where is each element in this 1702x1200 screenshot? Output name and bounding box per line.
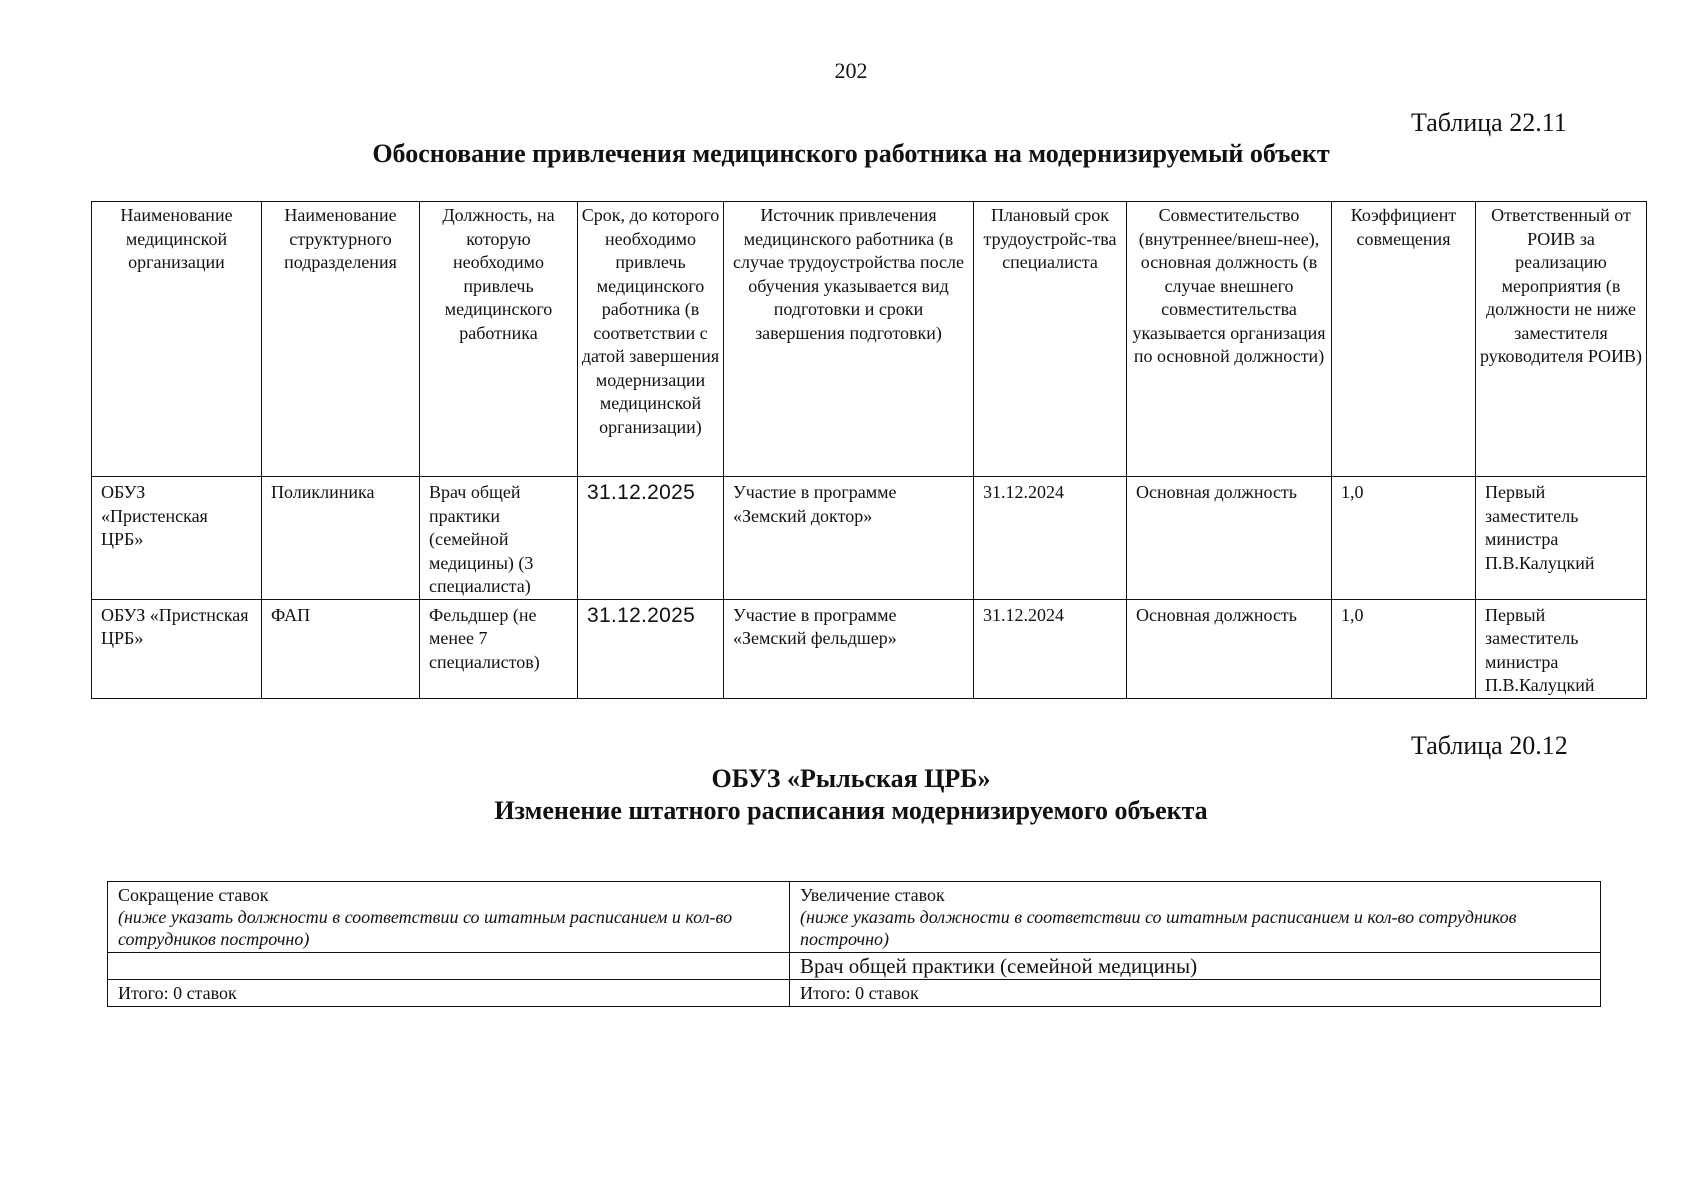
table-cell: Участие в программе «Земский доктор» (724, 477, 974, 600)
table-row (92, 599, 1647, 698)
table-cell: 31.12.2025 (578, 599, 724, 698)
table-cell: Участие в программе «Земский фельдшер» (724, 599, 974, 698)
table-label: Таблица 20.12 (1411, 731, 1568, 760)
table-cell: Врач общей практики (семейной медицины) (3 специалиста) (420, 477, 578, 600)
table-cell: 1,0 (1332, 599, 1476, 698)
column-header: Наименование структурного подразделения (262, 202, 420, 477)
table-cell: Основная должность (1127, 599, 1332, 698)
increase-item: Врач общей практики (семейной медицины) (790, 953, 1601, 980)
table-total-row (108, 980, 1601, 1007)
table-cell: Первый заместитель министра П.В.Калуцкий (1476, 477, 1647, 600)
column-header: Наименование медицинской организации (92, 202, 262, 477)
table-row (108, 953, 1601, 980)
table-title: Изменение штатного расписания модернизируемого объекта (494, 796, 1208, 825)
column-header: Совместительство (внутреннее/внеш-нее), основная должность (в случае внешнего совместительства указывается организация по основной должности) (1127, 202, 1332, 477)
reduction-note: (ниже указать должности в соответствии со штатным расписанием и кол-во сотрудников построчно) (118, 907, 733, 949)
staffing-justification-table (91, 201, 1647, 699)
table-cell: 31.12.2024 (974, 599, 1127, 698)
table-cell: 1,0 (1332, 477, 1476, 600)
reduction-header-cell (108, 882, 790, 953)
table-cell: ОБУЗ «Пристнская ЦРБ» (92, 599, 262, 698)
organization-title: ОБУЗ «Рыльская ЦРБ» (711, 764, 991, 793)
table-header-row (92, 202, 1647, 477)
table-cell: Основная должность (1127, 477, 1332, 600)
table-cell: Фельдшер (не менее 7 специалистов) (420, 599, 578, 698)
increase-total: Итого: 0 ставок (790, 980, 1601, 1007)
reduction-item (108, 953, 790, 980)
table-label: Таблица 22.11 (1411, 108, 1567, 137)
increase-note: (ниже указать должности в соответствии со штатным расписанием и кол-во сотрудников построчно) (800, 907, 1517, 949)
column-header: Срок, до которого необходимо привлечь медицинского работника (в соответствии с датой завершения модернизации медицинской организации) (578, 202, 724, 477)
reduction-header: Сокращение ставок (118, 885, 269, 905)
staff-schedule-table (107, 881, 1601, 1007)
increase-header: Увеличение ставок (800, 885, 945, 905)
column-header: Плановый срок трудоустройс-тва специалиста (974, 202, 1127, 477)
table-cell: 31.12.2024 (974, 477, 1127, 600)
table-title: Обоснование привлечения медицинского работника на модернизируемый объект (372, 139, 1330, 168)
table-cell: Первый заместитель министра П.В.Калуцкий (1476, 599, 1647, 698)
page-number: 202 (834, 58, 868, 83)
table-cell: ОБУЗ «Пристенская ЦРБ» (92, 477, 262, 600)
increase-header-cell (790, 882, 1601, 953)
table-header-row (108, 882, 1601, 953)
table-cell: Поликлиника (262, 477, 420, 600)
table-cell: ФАП (262, 599, 420, 698)
table-cell: 31.12.2025 (578, 477, 724, 600)
column-header: Ответственный от РОИВ за реализацию мероприятия (в должности не ниже заместителя руководителя РОИВ) (1476, 202, 1647, 477)
column-header: Источник привлечения медицинского работника (в случае трудоустройства после обучения указывается вид подготовки и сроки завершения подготовки) (724, 202, 974, 477)
column-header: Коэффициент совмещения (1332, 202, 1476, 477)
column-header: Должность, на которую необходимо привлечь медицинского работника (420, 202, 578, 477)
table-row (92, 477, 1647, 600)
reduction-total: Итого: 0 ставок (108, 980, 790, 1007)
